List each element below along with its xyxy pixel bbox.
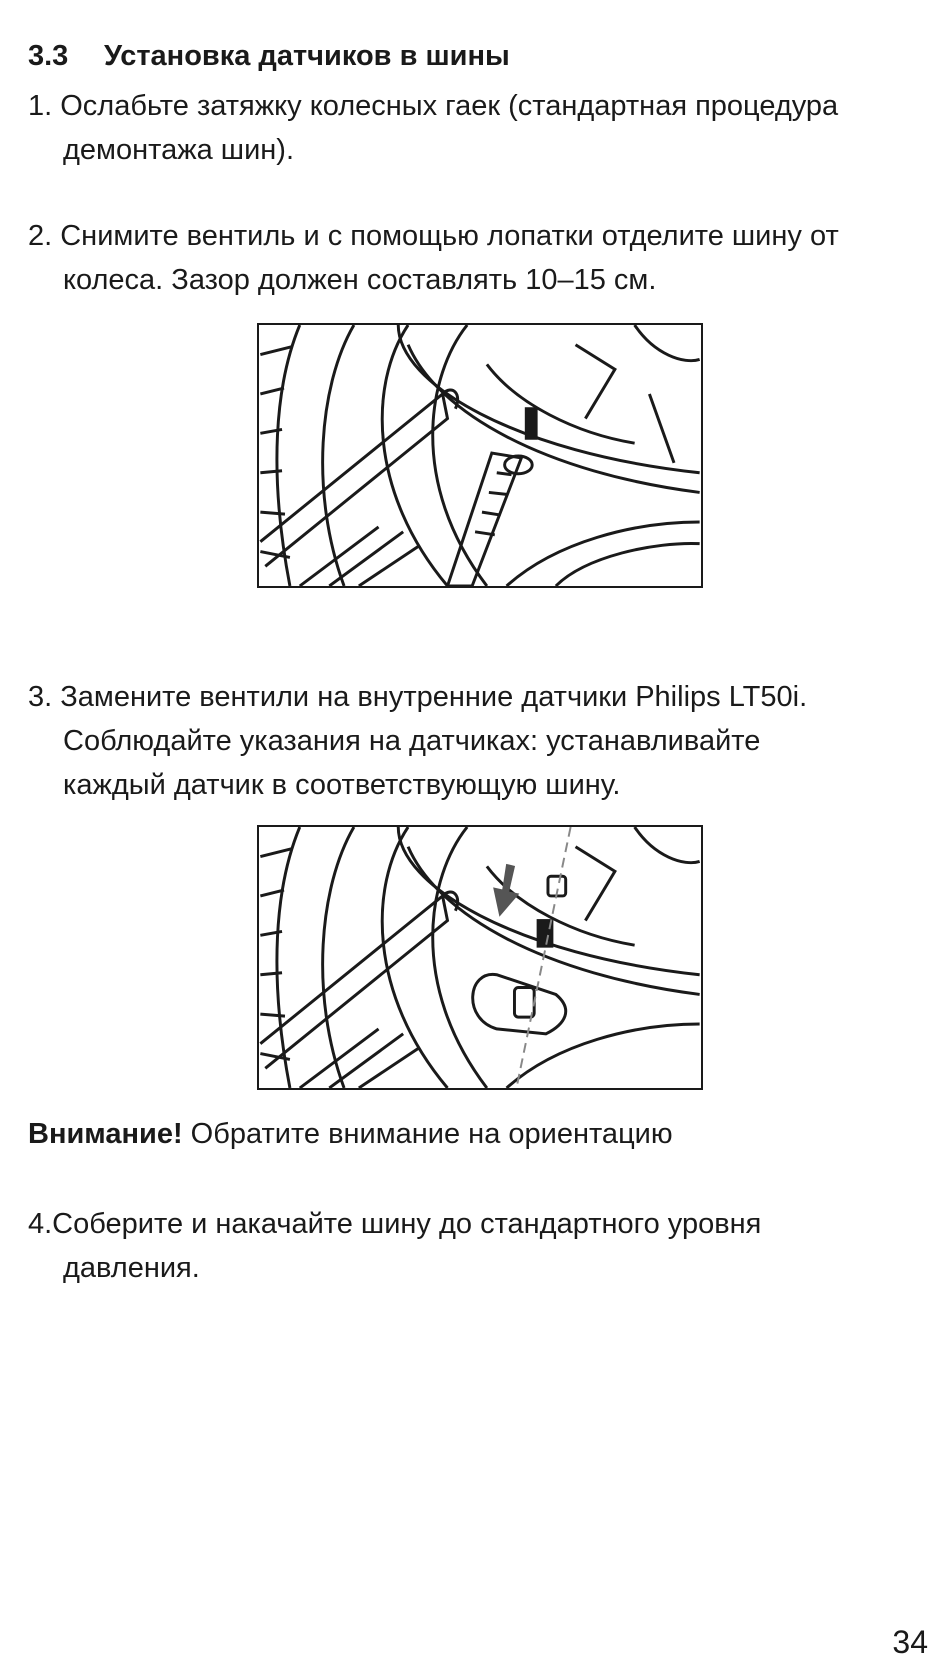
step-4 bbox=[28, 1202, 761, 1290]
step-4-line-1: 4.Соберите и накачайте шину до стандартного уровня bbox=[28, 1208, 762, 1240]
step-4-line-2: давления. bbox=[63, 1252, 200, 1284]
illustration-sensor-install bbox=[257, 825, 703, 1090]
warning-label: Внимание! bbox=[28, 1118, 183, 1150]
tire-lever-drawing bbox=[259, 325, 701, 586]
section-number: 3.3 bbox=[28, 40, 69, 72]
step-2 bbox=[28, 214, 839, 302]
sensor-install-drawing bbox=[259, 827, 701, 1088]
page-number: 34 bbox=[892, 1624, 928, 1660]
step-1 bbox=[28, 84, 838, 172]
step-3-line-1: 3. Замените вентили на внутренние датчики Philips LT50i. bbox=[28, 681, 808, 713]
step-2-line-2: колеса. Зазор должен составлять 10–15 см. bbox=[63, 264, 657, 296]
illustration-tire-lever bbox=[257, 323, 703, 588]
step-3-line-2: Соблюдайте указания на датчиках: устанавливайте bbox=[63, 725, 761, 757]
step-3-line-3: каждый датчик в соответствующую шину. bbox=[63, 769, 621, 801]
section-heading bbox=[28, 38, 510, 74]
step-3 bbox=[28, 675, 807, 807]
step-2-line-1: 2. Снимите вентиль и с помощью лопатки отделите шину от bbox=[28, 220, 839, 252]
step-1-line-1: 1. Ослабьте затяжку колесных гаек (стандартная процедура bbox=[28, 90, 839, 122]
warning-text: Обратите внимание на ориентацию bbox=[182, 1118, 673, 1150]
section-title: Установка датчиков в шины bbox=[104, 40, 510, 72]
step-1-line-2: демонтажа шин). bbox=[63, 134, 294, 166]
warning-note bbox=[28, 1112, 673, 1156]
